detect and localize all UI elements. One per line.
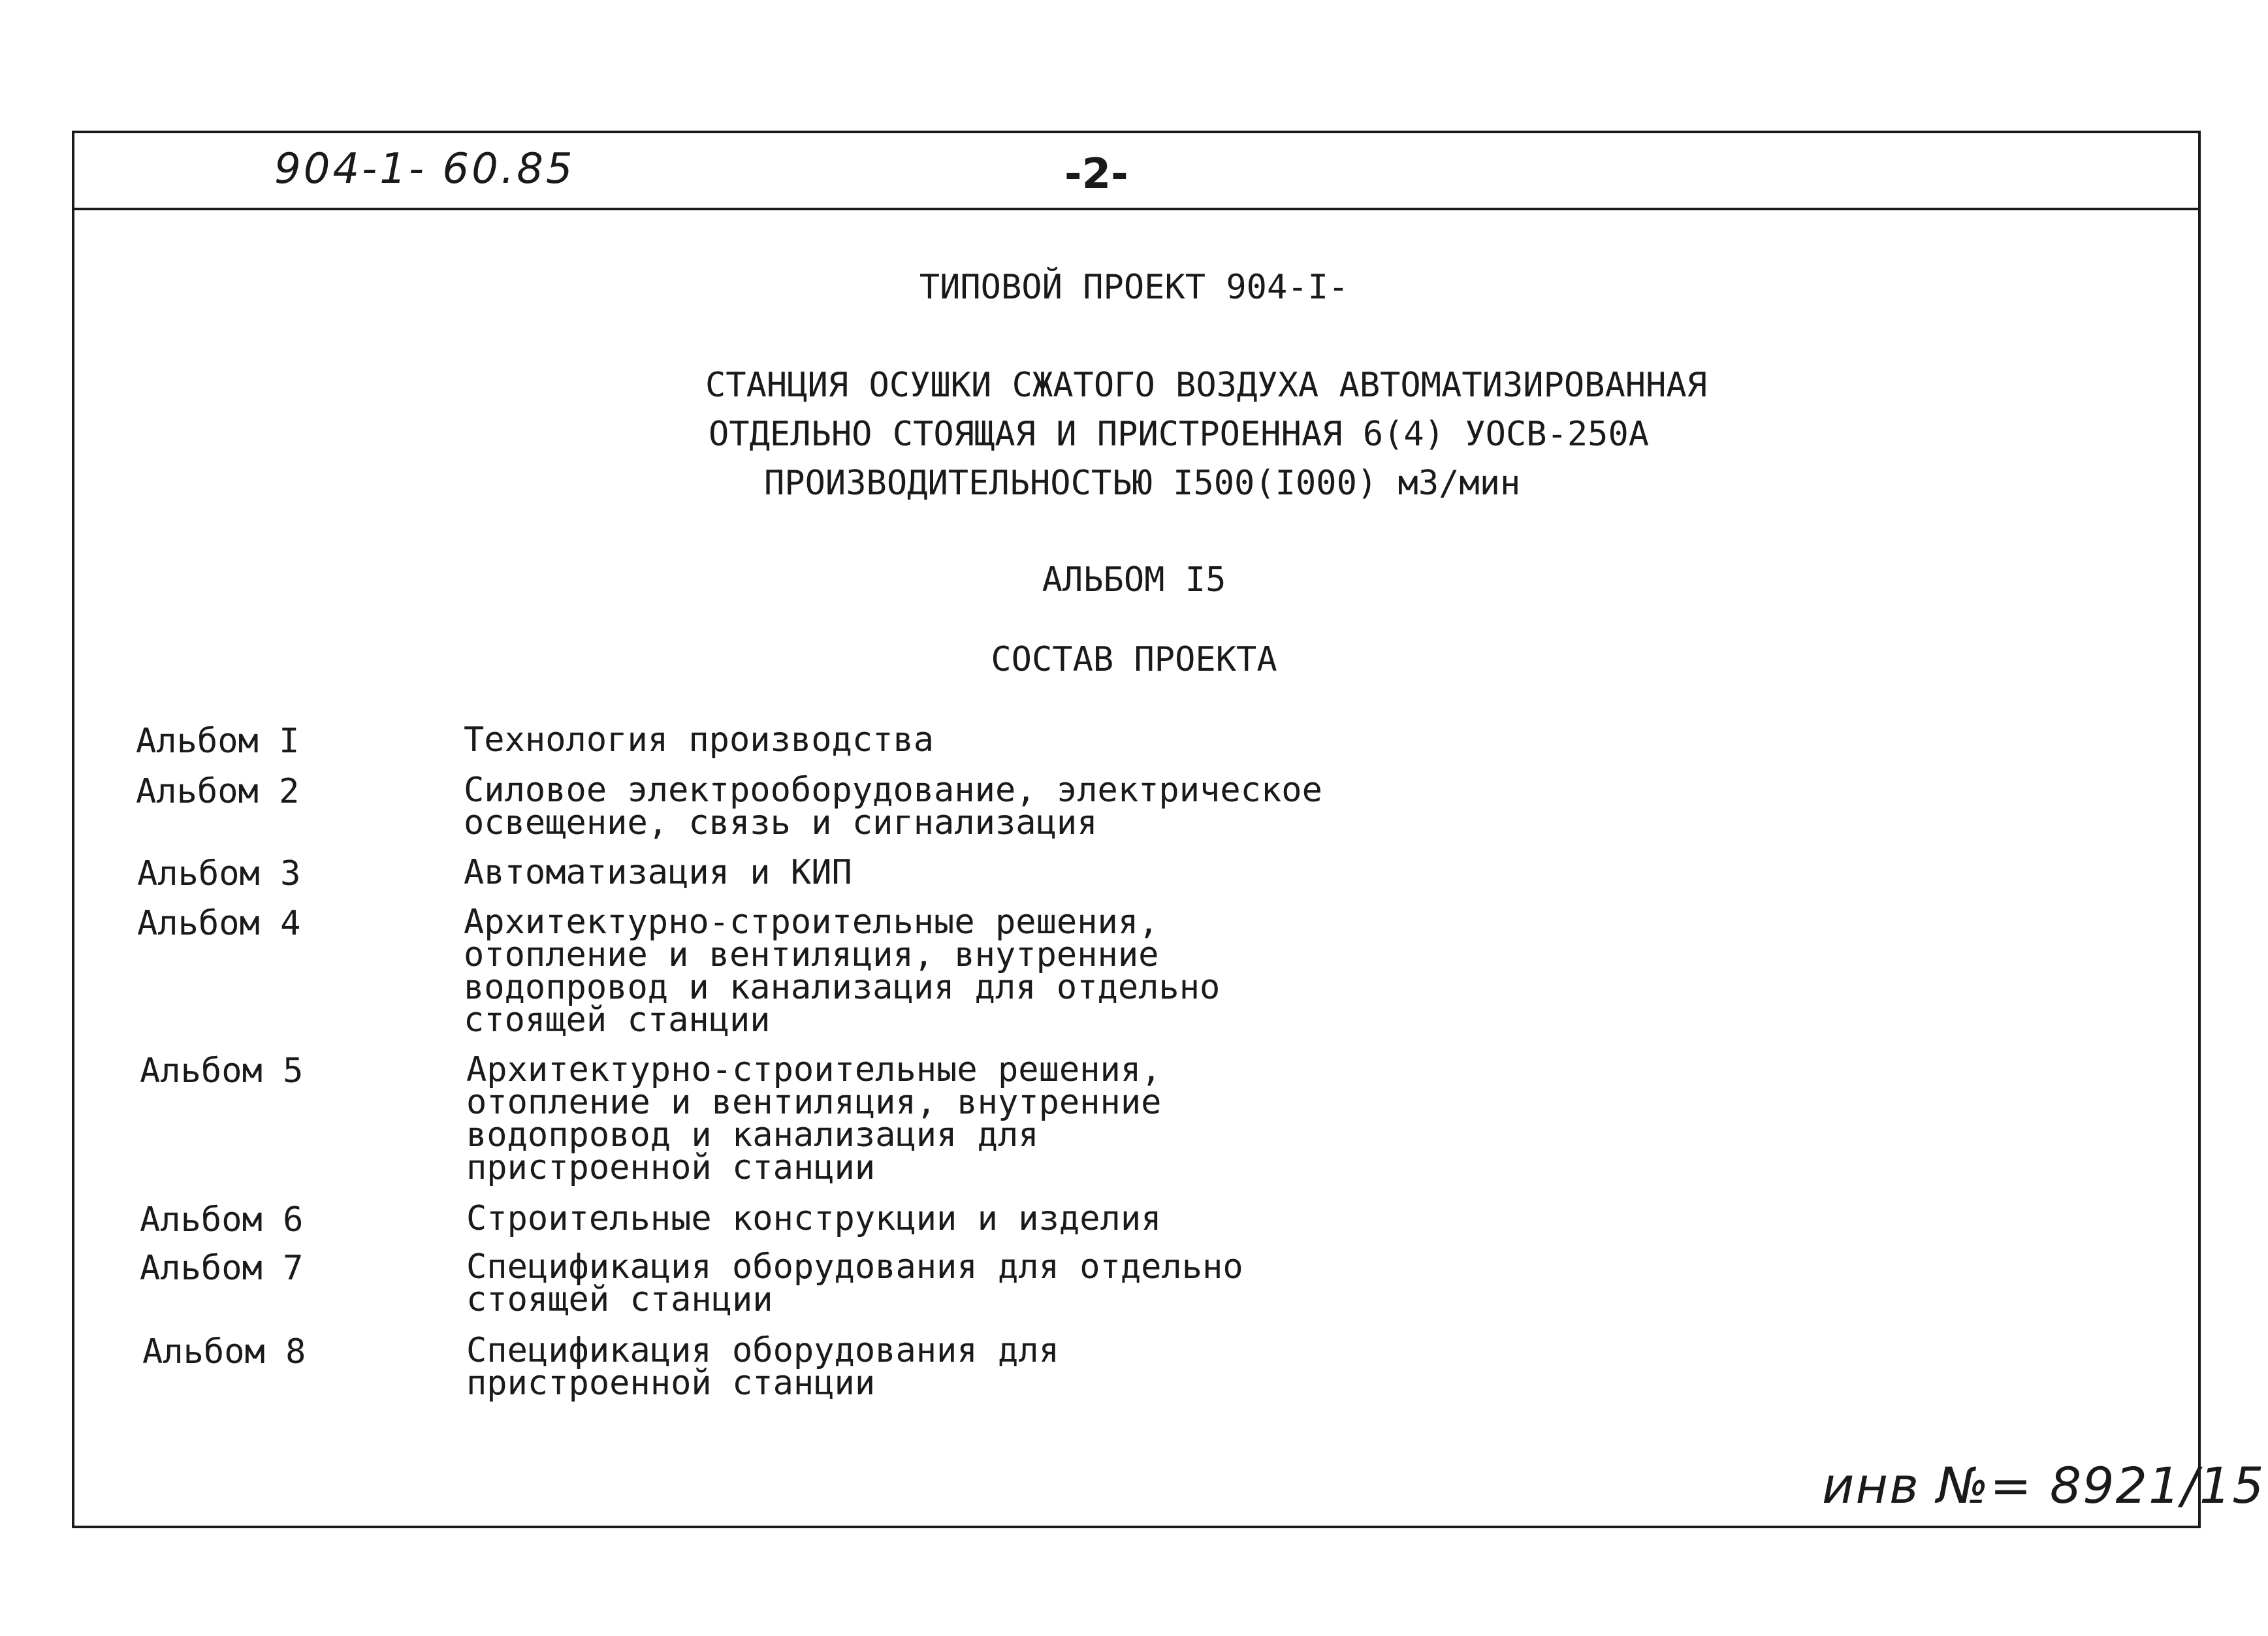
album-desc-1: Технология производства <box>464 720 934 760</box>
project-subtitle-line-1: СТАНЦИЯ ОСУШКИ СЖАТОГО ВОЗДУХА АВТОМАТИЗИРОВАННАЯ <box>705 366 1708 405</box>
album-label-3: Альбом 3 <box>137 854 301 893</box>
header-divider <box>72 208 2201 210</box>
album-label-4: Альбом 4 <box>137 904 301 943</box>
album-label-7: Альбом 7 <box>140 1249 304 1288</box>
album-desc-4: Архитектурно-строительные решения, отопление и вентиляция, внутренние водопровод и канализация для отдельно стоящей станции <box>464 903 1221 1040</box>
album-label-8: Альбом 8 <box>142 1332 306 1371</box>
album-label-2: Альбом 2 <box>136 772 300 811</box>
project-title: ТИПОВОЙ ПРОЕКТ 904-I- <box>919 268 1349 307</box>
album-desc-5: Архитектурно-строительные решения, отопление и вентиляция, внутренние водопровод и канализация для пристроенной станции <box>466 1050 1162 1187</box>
album-desc-3: Автоматизация и КИП <box>464 853 852 892</box>
project-subtitle-line-3: ПРОИЗВОДИТЕЛЬНОСТЬЮ I500(I000) м3/мин <box>764 464 1521 503</box>
handwritten-project-code: 904-1- 60.85 <box>274 145 575 193</box>
album-desc-6: Строительные конструкции и изделия <box>466 1199 1162 1238</box>
album-desc-8: Спецификация оборудования для пристроенной станции <box>466 1331 1059 1403</box>
album-title: АЛЬБОМ I5 <box>1042 560 1226 600</box>
project-subtitle-line-2: ОТДЕЛЬНО СТОЯЩАЯ И ПРИСТРОЕННАЯ 6(4) УОСВ-250А <box>709 415 1650 454</box>
album-label-6: Альбом 6 <box>140 1200 304 1240</box>
album-desc-7: Спецификация оборудования для отдельно стоящей станции <box>466 1247 1243 1319</box>
album-label-5: Альбом 5 <box>140 1051 304 1091</box>
album-desc-2: Силовое электрооборудование, электрическое освещение, связь и сигнализация <box>464 771 1322 842</box>
composition-heading: СОСТАВ ПРОЕКТА <box>991 640 1277 679</box>
page-number: -2- <box>1064 150 1128 199</box>
album-label-1: Альбом I <box>136 722 300 761</box>
handwritten-inventory-number: инв №= 8921/15 <box>1822 1456 2265 1515</box>
